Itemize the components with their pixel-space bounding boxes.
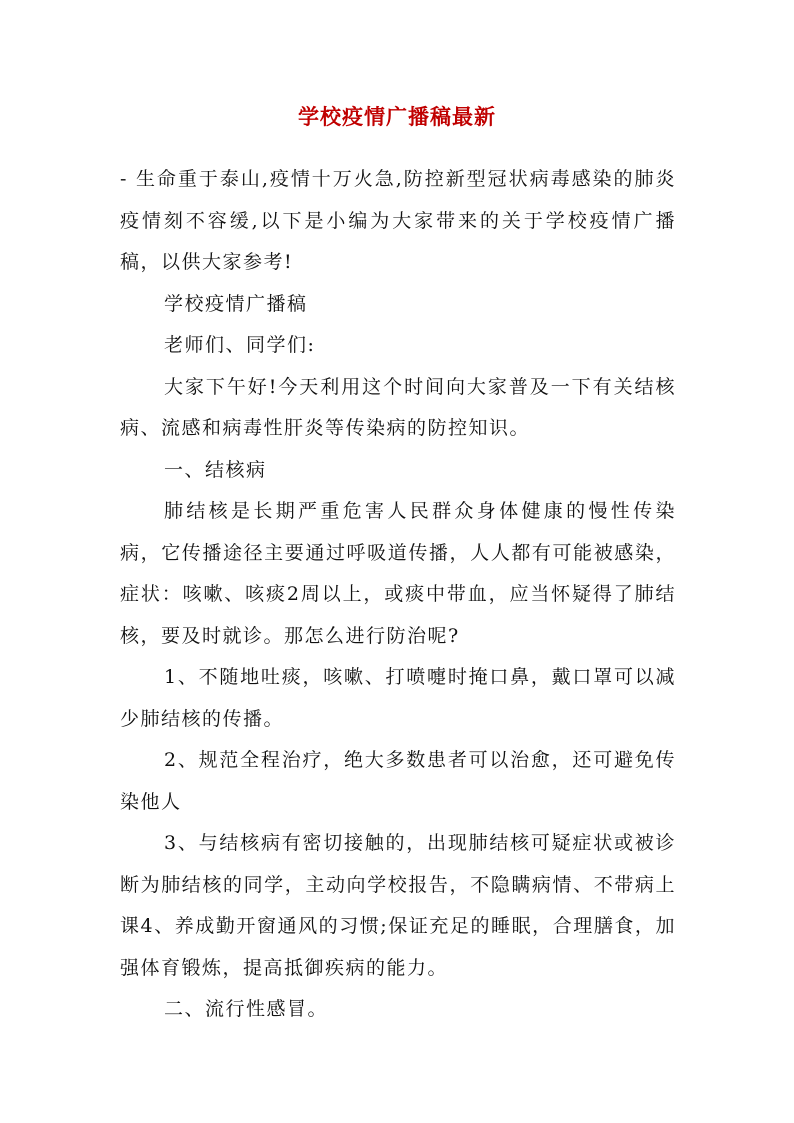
paragraph: 一、结核病 bbox=[164, 458, 267, 481]
paragraph: 大家下午好!今天利用这个时间向大家普及一下有关结核病、流感和病毒性肝炎等传染病的防控知识。 bbox=[120, 375, 676, 439]
paragraph: 1、不随地吐痰，咳嗽、打喷嚏时掩口鼻，戴口罩可以减少肺结核的传播。 bbox=[120, 666, 676, 730]
paragraph: 二、流行性感冒。 bbox=[164, 998, 329, 1020]
paragraph: 3、与结核病有密切接触的，出现肺结核可疑症状或被诊断为肺结核的同学，主动向学校报告，不隐瞒病情、不带病上课4、养成勤开窗通风的习惯;保证充足的睡眠，合理膳食，加强体育锻炼，提高抵御疾病的能力。 bbox=[120, 832, 676, 979]
paragraph: - 生命重于泰山,疫情十万火急,防控新型冠状病毒感染的肺炎疫情刻不容缓,以下是小编为大家带来的关于学校疫情广播稿，以供大家参考! bbox=[120, 168, 676, 273]
paragraph: 肺结核是长期严重危害人民群众身体健康的慢性传染病，它传播途径主要通过呼吸道传播，人人都有可能被感染，症状：咳嗽、咳痰2周以上，或痰中带血，应当怀疑得了肺结核，要及时就诊。那怎么进行防治呢? bbox=[120, 500, 676, 647]
paragraph: 2、规范全程治疗，绝大多数患者可以治愈，还可避免传染他人 bbox=[120, 749, 676, 813]
page-title: 学校疫情广播稿最新 bbox=[298, 104, 496, 129]
paragraph: 老师们、同学们: bbox=[164, 334, 316, 356]
paragraph: 学校疫情广播稿 bbox=[164, 292, 308, 315]
document-body bbox=[120, 159, 676, 1031]
